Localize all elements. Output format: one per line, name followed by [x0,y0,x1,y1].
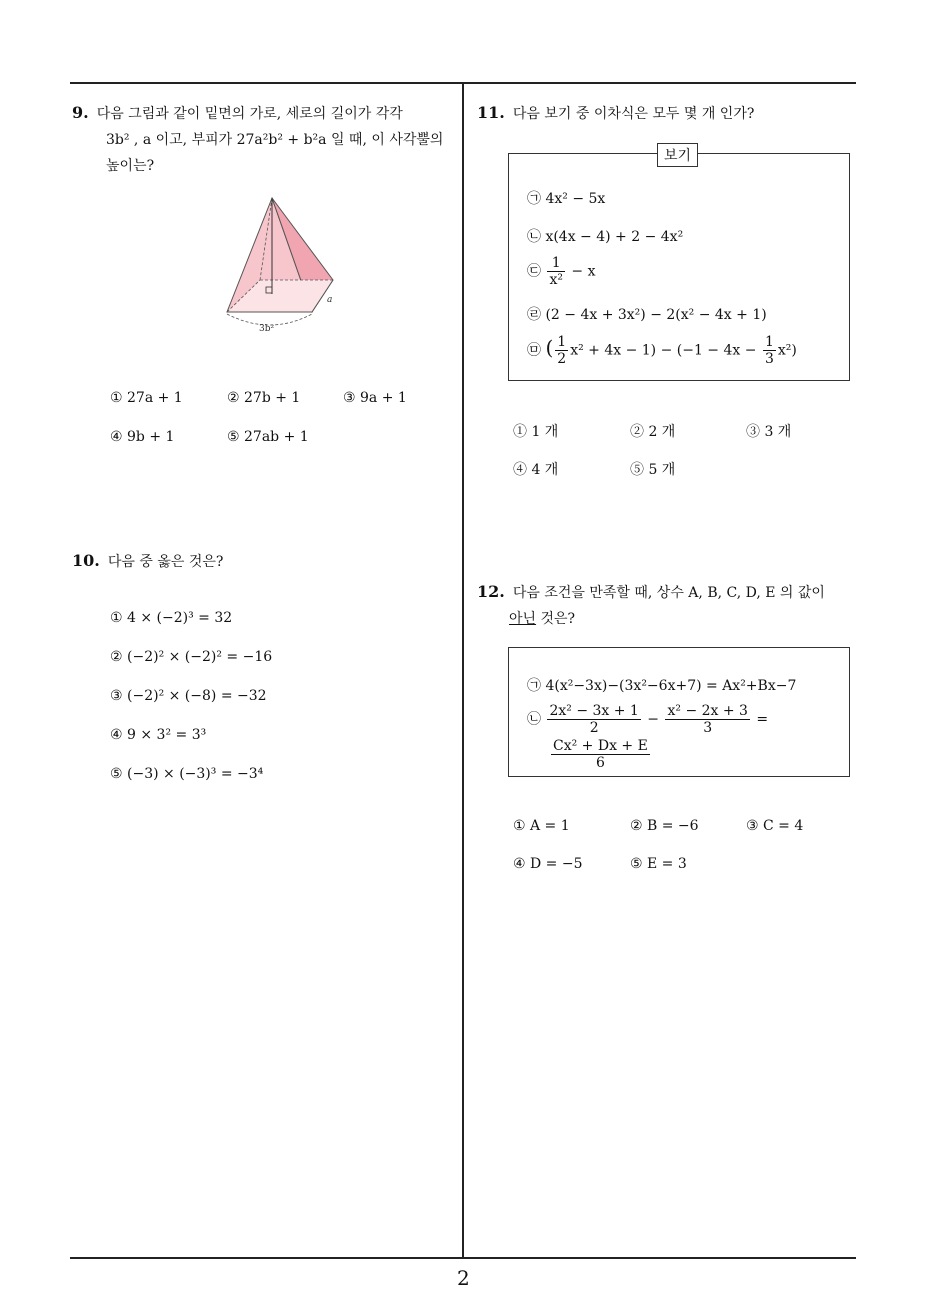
condition-item-b [527,703,768,736]
question-number: 11. [477,103,505,122]
bogi-item-c [527,255,596,288]
option-3[interactable]: ③ 9a + 1 [343,390,407,406]
item-mark: ㉤ [527,342,541,359]
question-10 [72,548,457,575]
numerator: 1 [547,255,565,272]
numerator: 1 [557,334,567,350]
option-5[interactable]: ⑤ 27ab + 1 [227,429,309,445]
underlined-word: 아닌 [509,611,537,627]
page-number: 2 [457,1266,470,1290]
option-1[interactable]: ① 27a + 1 [110,390,183,406]
numerator: 1 [764,334,774,350]
expression-end: x²) [777,342,797,359]
question-text-line: 3b² , a 이고, 부피가 27a²b² + b²a 일 때, 이 사각뿔의 [106,132,444,148]
option-5[interactable]: ⑤ E = 3 [630,856,687,872]
figure-label-b: 3b² [259,324,275,334]
question-text-line: 높이는? [106,158,155,174]
bogi-box-title: 보기 [657,143,698,167]
numerator: 2x² − 3x + 1 [549,703,639,719]
option-4[interactable]: ④ 9b + 1 [110,429,175,445]
item-mark: ㉢ [527,263,541,280]
option-2[interactable]: ② 2 개 [630,424,676,440]
option-4[interactable]: ④ 9 × 3² = 3³ [110,727,207,743]
equals-sign: = [756,711,769,728]
question-text: 다음 중 옳은 것은? [107,554,224,570]
option-3[interactable]: ③ C = 4 [746,818,804,834]
question-9 [72,100,457,179]
option-4[interactable]: ④ 4 개 [513,462,559,478]
option-4[interactable]: ④ D = −5 [513,856,583,872]
denominator: 6 [595,755,605,771]
open-paren: ( [545,335,554,360]
condition-item-b-continued [549,738,652,771]
question-12 [477,579,862,632]
question-text-line: 다음 조건을 만족할 때, 상수 A, B, C, D, E 의 값이 [512,585,825,601]
item-mark: ㉡ [527,711,541,728]
bogi-item-e [527,334,797,367]
denominator: x² [549,272,563,288]
option-5[interactable]: ⑤ 5 개 [630,462,676,478]
option-2[interactable]: ② 27b + 1 [227,390,301,406]
option-1[interactable]: ① 1 개 [513,424,559,440]
question-number: 12. [477,582,505,601]
figure-label-a: a [327,295,333,305]
option-2[interactable]: ② (−2)² × (−2)² = −16 [110,649,273,665]
bottom-rule [70,1257,856,1259]
bogi-item-d: ㉣ (2 − 4x + 3x²) − 2(x² − 4x + 1) [527,307,767,323]
condition-item-a: ㉠ 4(x²−3x)−(3x²−6x+7) = Ax²+Bx−7 [527,678,797,694]
denominator: 2 [557,351,567,367]
question-11 [477,100,857,127]
question-text-line: 다음 그림과 같이 밑면의 가로, 세로의 길이가 각각 [96,106,403,122]
minus-sign: − [647,711,660,728]
question-number: 10. [72,551,100,570]
fraction [551,738,650,771]
question-text: 다음 보기 중 이차식은 모두 몇 개 인가? [512,106,755,122]
expression-rest: − x [571,263,596,280]
fraction [665,703,749,736]
denominator: 3 [764,351,774,367]
bogi-item-a: ㉠ 4x² − 5x [527,191,606,207]
numerator: x² − 2x + 3 [667,703,748,719]
expression-middle: x² + 4x − 1) − (−1 − 4x − [570,342,757,359]
option-1[interactable]: ① A = 1 [513,818,570,834]
fraction [555,334,568,367]
fraction [763,334,776,367]
fraction [547,255,565,288]
question-number: 9. [72,103,89,122]
pyramid-figure [215,190,345,340]
option-1[interactable]: ① 4 × (−2)³ = 32 [110,610,233,626]
denominator: 3 [703,720,713,736]
option-3[interactable]: ③ (−2)² × (−8) = −32 [110,688,267,704]
option-3[interactable]: ③ 3 개 [746,424,792,440]
numerator: Cx² + Dx + E [553,738,648,754]
question-text-rest: 것은? [536,611,576,627]
option-2[interactable]: ② B = −6 [630,818,699,834]
column-divider [462,82,464,1258]
option-5[interactable]: ⑤ (−3) × (−3)³ = −3⁴ [110,766,264,782]
denominator: 2 [589,720,599,736]
fraction [547,703,640,736]
bogi-item-b: ㉡ x(4x − 4) + 2 − 4x² [527,229,684,245]
